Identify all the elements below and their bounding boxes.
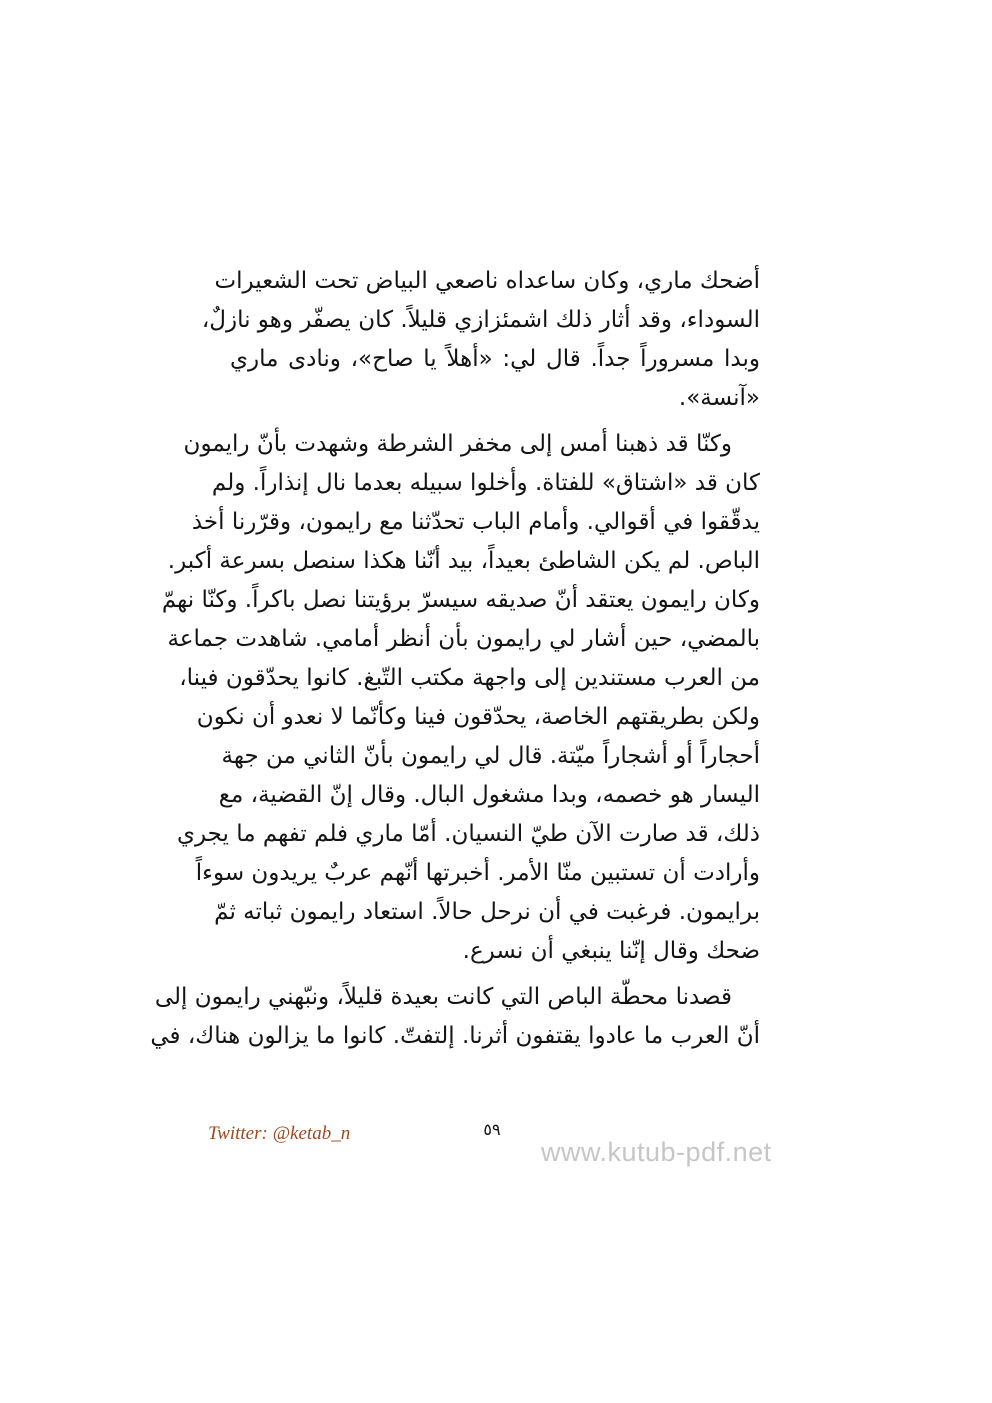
text-line: يدقّقوا في أقوالي. وأمام الباب تحدّثنا مع رايمون، وقرّرنا أخذ: [191, 509, 760, 535]
text-line: أنّ العرب ما عادوا يقتفون أثرنا. إلتفتّ. كانوا ما يزالون هناك، في: [150, 1023, 760, 1049]
text-line: قصدنا محطّة الباص التي كانت بعيدة قليلاً، ونبّهني رايمون إلى: [154, 984, 732, 1010]
text-line: وبدا مسروراً جداً. قال لي: «أهلاً يا صاح»، ونادى ماري: [230, 346, 760, 372]
text-line: وكان رايمون يعتقد أنّ صديقه سيسرّ برؤيتنا نصل باكراً. وكنّا نهمّ: [161, 587, 760, 613]
watermark: www.kutub-pdf.net: [541, 1137, 772, 1167]
text-line: أضحك ماري، وكان ساعداه ناصعي البياض تحت الشعيرات: [214, 268, 760, 294]
text-line: بالمضي، حين أشار لي رايمون بأن أنظر أمامي. شاهدت جماعة: [167, 626, 760, 652]
paragraph: [161, 425, 760, 971]
text-line: ولكن بطريقتهم الخاصة، يحدّقون فينا وكأنّما لا نعدو أن نكون: [196, 704, 760, 730]
paragraph: [150, 978, 760, 1056]
text-line: السوداء، وقد أثار ذلك اشمئزازي قليلاً. كان يصفّر وهو نازلٌ،: [201, 307, 760, 333]
text-line: أحجاراً أو أشجاراً ميّتة. قال لي رايمون بأنّ الثاني من جهة: [221, 743, 760, 769]
paragraph: [201, 262, 760, 418]
text-line: برايمون. فرغبت في أن نرحل حالاً. استعاد رايمون ثباته ثمّ: [214, 899, 760, 925]
text-line: «آنسة».: [678, 385, 760, 411]
text-line: كان قد «اشتاق» للفتاة. وأخلوا سبيله بعدما نال إنذاراً. ولم: [211, 470, 760, 496]
text-line: وأرادت أن تستبين منّا الأمر. أخبرتها أنّهم عربٌ يريدون سوءاً: [195, 860, 760, 886]
twitter-handle: Twitter: @ketab_n: [208, 1123, 351, 1144]
text-line: ضحك وقال إنّنا ينبغي أن نسرع.: [462, 938, 760, 964]
text-line: من العرب مستندين إلى واجهة مكتب التّبغ. كانوا يحدّقون فينا،: [179, 665, 760, 691]
text-line: اليسار هو خصمه، وبدا مشغول البال. وقال إنّ القضية، مع: [218, 782, 760, 808]
text-line: وكنّا قد ذهبنا أمس إلى مخفر الشرطة وشهدت بأنّ رايمون: [183, 431, 732, 457]
page-number: ٥٩: [483, 1120, 501, 1139]
text-line: ذلك، قد صارت الآن طيّ النسيان. أمّا ماري فلم تفهم ما يجري: [176, 821, 760, 847]
body-text: [150, 262, 760, 1056]
text-line: الباص. لم يكن الشاطئ بعيداً، بيد أنّنا هكذا سنصل بسرعة أكبر.: [167, 548, 760, 574]
